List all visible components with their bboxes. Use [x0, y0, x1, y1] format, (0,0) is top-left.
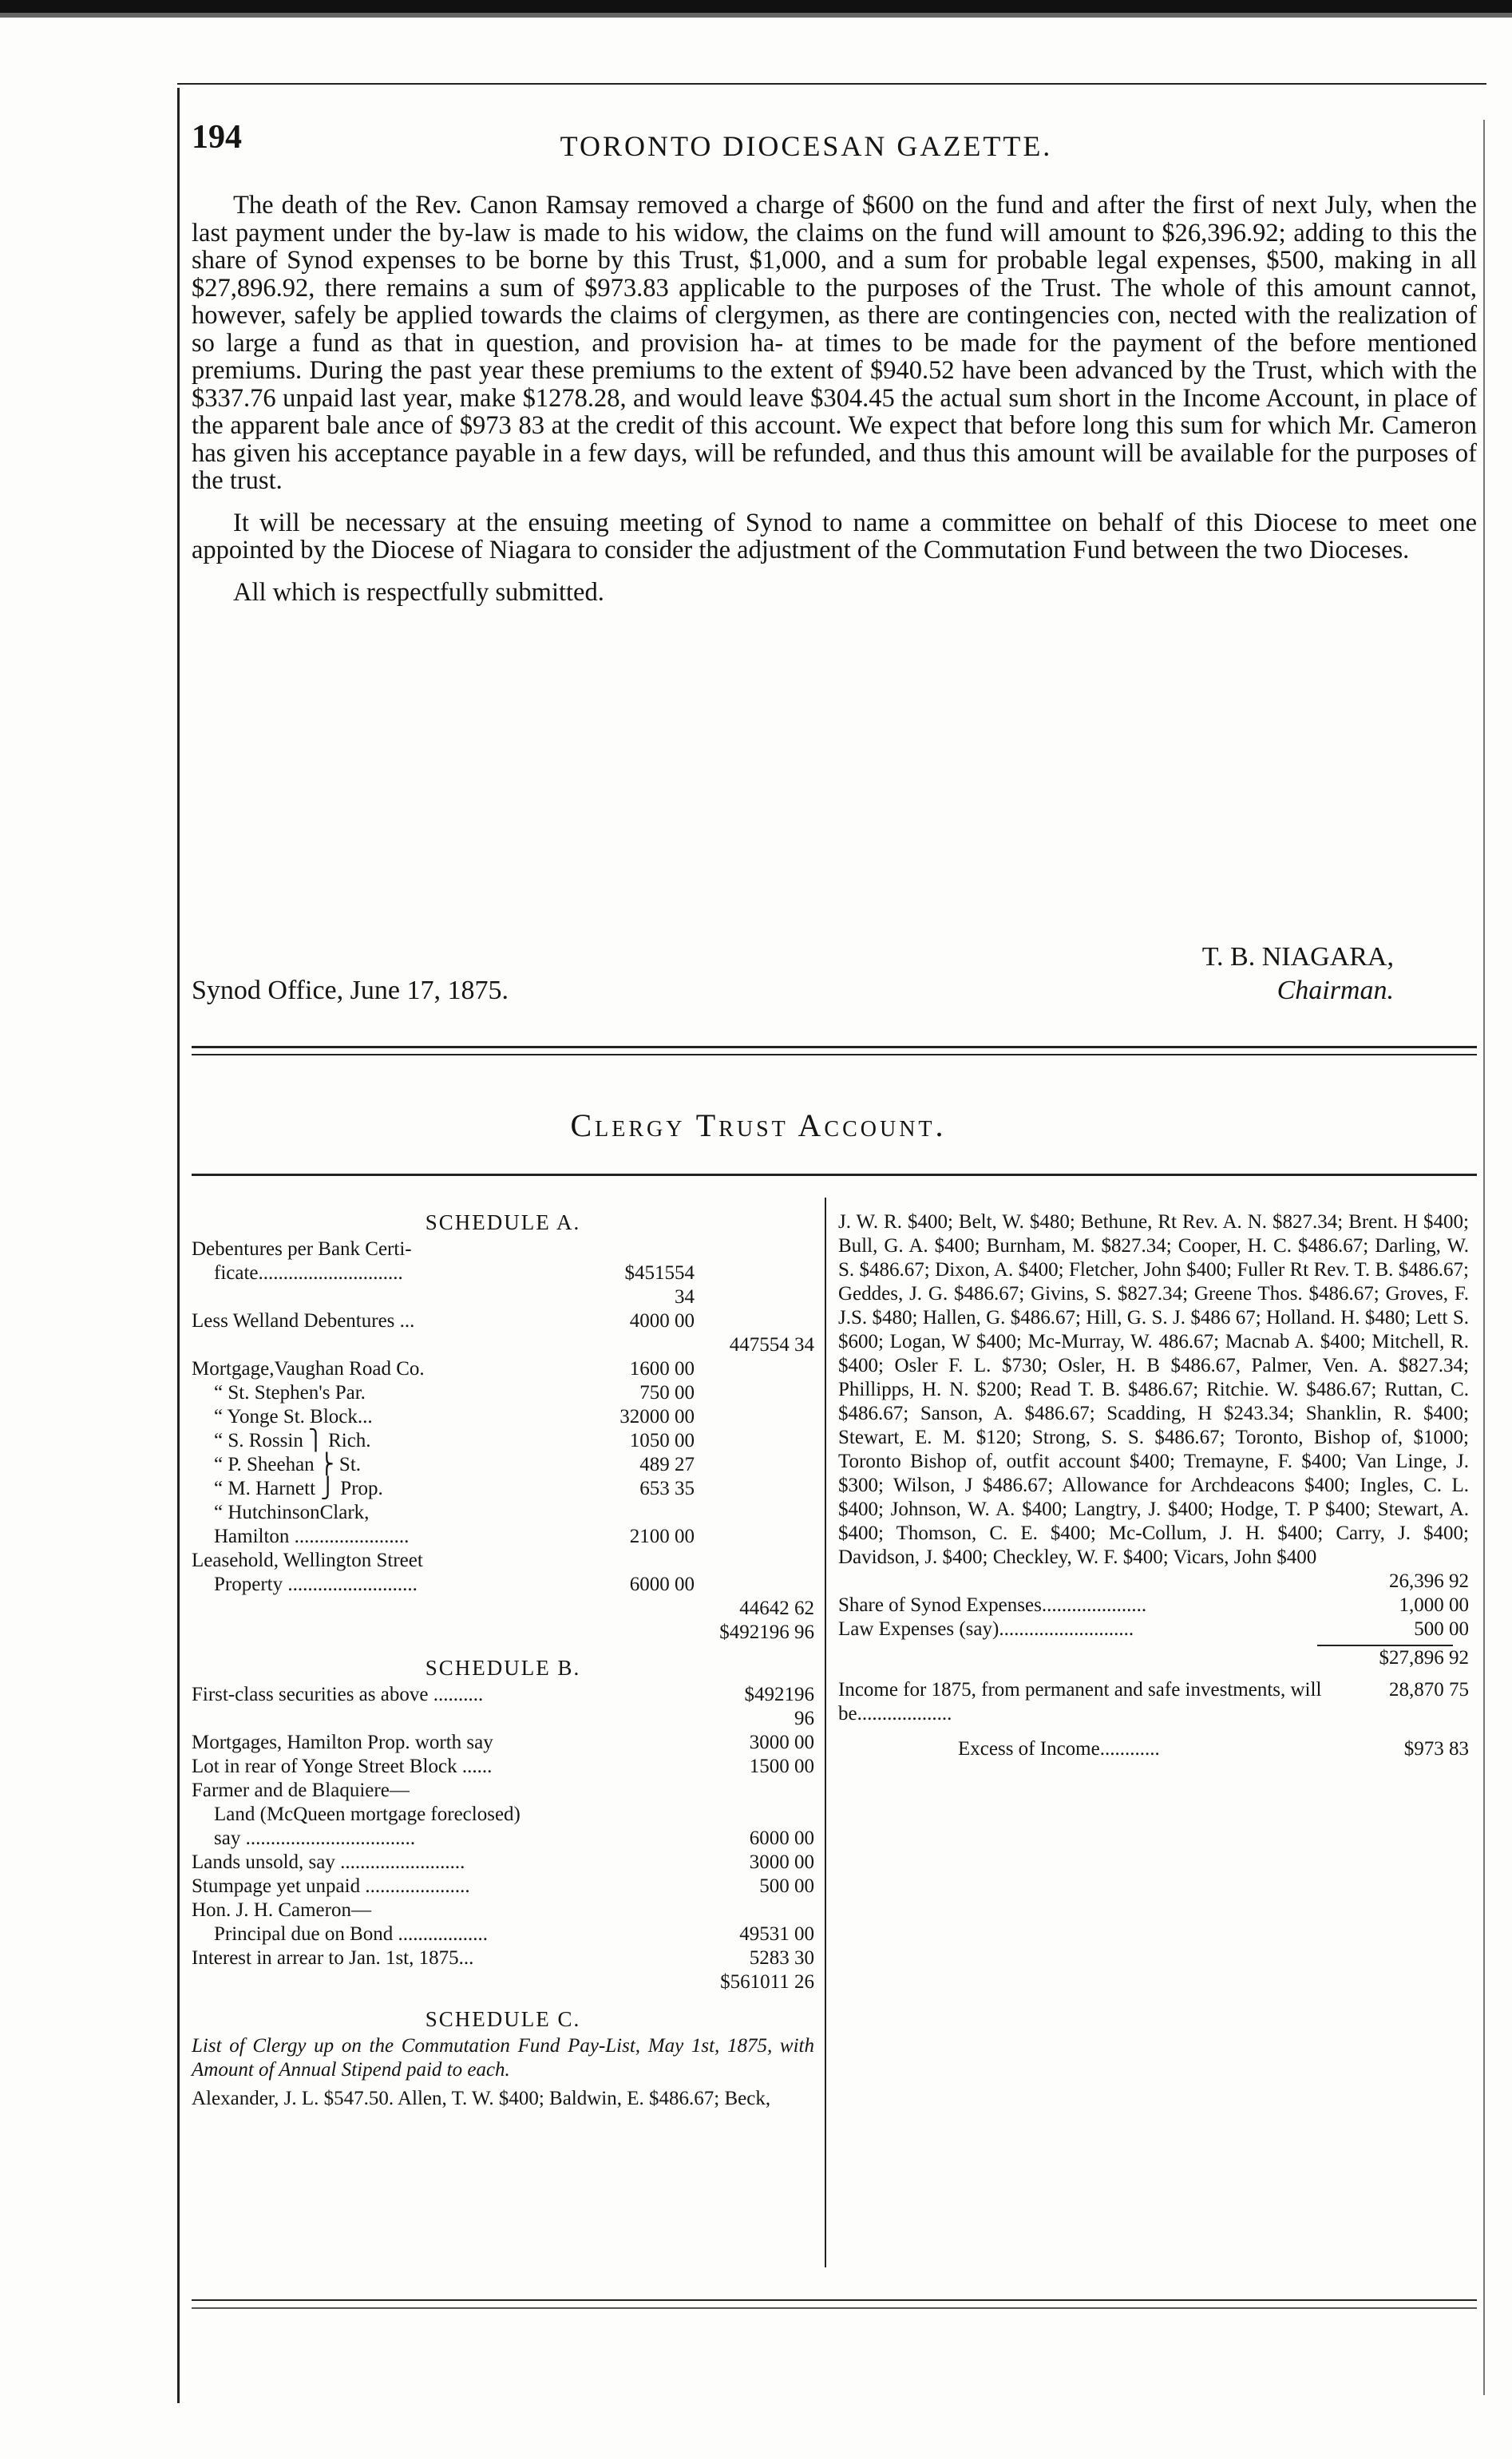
schedule-c-title: SCHEDULE C. [425, 2007, 581, 2031]
clergy-total: 26,396 92 [1389, 1570, 1469, 1592]
scan-top-edge [0, 0, 1512, 13]
column-divider [825, 1198, 826, 2267]
schedule-a-row [192, 1477, 814, 1501]
law-expenses-label: Law Expenses (say)........................... [838, 1618, 1134, 1640]
schedule-b-row [192, 1731, 814, 1755]
income-label: Income for 1875, from permanent and safe investments, will be................... [838, 1679, 1322, 1724]
row-label: “ HutchinsonClark, [214, 1502, 370, 1523]
paragraph-committee: It will be necessary at the ensuing meeting of Synod to name a committee on behalf of this Diocese to meet one appointed by the Diocese of Niagara to consider the adjustment of the Commutation Fund between the two Dioceses. [192, 508, 1477, 564]
row-amount: $451554 34 [624, 1262, 695, 1308]
row-amount: 489 27 [639, 1454, 695, 1475]
schedule-a-table [192, 1237, 814, 1645]
row-amount: 3000 00 [749, 1732, 814, 1753]
income-amount: 28,870 75 [1389, 1679, 1469, 1701]
row-label: “ Yonge St. Block... [214, 1406, 373, 1427]
bottom-rule [192, 2299, 1477, 2301]
row-label: “ St. Stephen's Par. [214, 1382, 366, 1404]
place-date: Synod Office, June 17, 1875. [192, 976, 509, 1005]
schedule-b-row [192, 1875, 814, 1899]
row-label: Hon. J. H. Cameron— [192, 1899, 371, 1921]
schedule-b-row [192, 1779, 814, 1803]
schedule-a-row [192, 1357, 814, 1381]
excess-row [838, 1737, 1469, 1761]
schedule-a-row [192, 1237, 814, 1261]
row-amount: $561011 26 [720, 1971, 814, 1993]
row-label: Principal due on Bond .................. [214, 1923, 489, 1945]
schedule-a-row [192, 1501, 814, 1525]
schedule-b-row [192, 1970, 814, 1994]
synod-expenses-amount: 1,000 00 [1399, 1594, 1469, 1616]
row-subtotal: $492196 96 [719, 1622, 814, 1643]
schedule-b-row [192, 1851, 814, 1875]
excess-amount: $973 83 [1403, 1738, 1469, 1760]
schedule-b-title: SCHEDULE B. [425, 1656, 581, 1680]
clergy-stipend-list: J. W. R. $400; Belt, W. $480; Bethune, Rt Rev. A. N. $827.34; Brent. H $400; Bull, G. A. $400; Burnham, M. $827.34; Cooper, H. C. $486.67; Darling, W. S. $486.67; Dixon, A. $400; Fletcher, John $400; Fuller Rt Rev. T. B. $486.67; Geddes, J. G. $486.67; Givins, S. $827.34; Greene Thos. $486.67; Groves, F. J.S. $480; Hallen, G. $486.67; Hill, G. S. J. $486 67; Holland. H. $480; Lett S. $600; Logan, W $400; Mc-Murray, W. 486.67; Macnab A. $400; Mitchell, R. $400; Osler F. L. $730; Osler, H. B $486.67, Palmer, Ven. A. $827.34; Phillipps, H. N. $200; Read T. B. $486.67; Ritchie. W. $486.67; Ruttan, C. $486.67; Sanson, A. $486.67; Scadding, H $243.34; Shanklin, R. $400; Stewart, E. M. $120; Strong, S. S. $486.67; Toronto, Bishop of, $1000; Toronto Bishop of, outfit account $400; Tremayne, F. $400; Van Linge, J. $300; Wilson, J $486.67; Allowance for Archdeacons $400; Ingles, C. L. $400; Johnson, W. A. $400; Langtry, J. $400; Hodge, T. P $400; Stewart, A. $400; Thomson, C. E. $400; Mc-Collum, J. H. $400; Carry, J. $400; Davidson, J. $400; Checkley, W. F. $400; Vicars, John $400 [838, 1211, 1469, 1568]
row-amount: 6000 00 [749, 1827, 814, 1849]
synod-expenses-row [838, 1594, 1469, 1618]
page-number: 194 [192, 119, 242, 156]
top-rule [177, 83, 1486, 85]
row-amount: 1050 00 [629, 1430, 695, 1451]
left-column [192, 1210, 814, 2111]
row-amount: $492196 96 [744, 1684, 814, 1729]
schedule-a-row [192, 1549, 814, 1573]
income-row [838, 1678, 1469, 1726]
schedule-b-table [192, 1683, 814, 1994]
paragraph-submitted: All which is respectfully submitted. [233, 577, 604, 607]
schedule-b-row [192, 1803, 814, 1827]
row-label: “ M. Harnett ⎭ Prop. [214, 1478, 383, 1499]
clergy-total-row [838, 1570, 1469, 1594]
schedule-a-row [192, 1525, 814, 1549]
schedule-a-row [192, 1381, 814, 1405]
law-expenses-row [838, 1618, 1469, 1641]
row-label: Property .......................... [214, 1574, 418, 1595]
row-label: Land (McQueen mortgage foreclosed) [214, 1804, 520, 1825]
schedule-c-intro: List of Clergy up on the Commutation Fund Pay-List, May 1st, 1875, with Amount of Annual Stipend paid to each. [192, 2035, 814, 2081]
signatory-name: T. B. NIAGARA, [1201, 942, 1394, 972]
section-title: Clergy Trust Account. [570, 1107, 947, 1143]
row-label: First-class securities as above .......... [192, 1684, 484, 1705]
schedule-b-row [192, 1755, 814, 1779]
row-label: Farmer and de Blaquiere— [192, 1780, 410, 1801]
row-subtotal: 447554 34 [729, 1334, 814, 1356]
synod-expenses-label: Share of Synod Expenses..................... [838, 1594, 1147, 1616]
row-amount: 750 00 [639, 1382, 695, 1404]
excess-label: Excess of Income............ [958, 1738, 1160, 1760]
row-amount: 653 35 [639, 1478, 695, 1499]
row-label: Mortgages, Hamilton Prop. worth say [192, 1732, 493, 1753]
row-amount: 32000 00 [619, 1406, 695, 1427]
right-margin-rule [1483, 120, 1485, 2395]
schedule-b-row [192, 1899, 814, 1922]
signatory-role: Chairman. [1276, 976, 1394, 1005]
left-margin-rule [177, 88, 180, 2403]
row-amount: 1500 00 [749, 1756, 814, 1777]
row-label: Stumpage yet unpaid ..................... [192, 1875, 470, 1897]
row-label: Hamilton ....................... [214, 1526, 410, 1547]
schedule-b-row [192, 1827, 814, 1851]
row-label: Interest in arrear to Jan. 1st, 1875... [192, 1947, 474, 1969]
section-double-rule-top [192, 1046, 1477, 1048]
running-title: TORONTO DIOCESAN GAZETTE. [560, 130, 1053, 162]
row-label: Debentures per Bank Certi- [192, 1238, 412, 1260]
row-amount: 4000 00 [629, 1310, 695, 1332]
row-label: Lands unsold, say ......................... [192, 1851, 465, 1873]
schedule-a-row [192, 1405, 814, 1429]
row-amount: 6000 00 [629, 1574, 695, 1595]
row-amount: 2100 00 [629, 1526, 695, 1547]
schedule-a-row [192, 1309, 814, 1333]
section-double-rule-bottom [192, 1054, 1477, 1055]
row-label: ficate............................. [214, 1262, 403, 1284]
grand-total: $27,896 92 [1379, 1647, 1469, 1669]
schedule-a-title: SCHEDULE A. [425, 1210, 581, 1234]
schedule-c-list-start: Alexander, J. L. $547.50. Allen, T. W. $400; Baldwin, E. $486.67; Beck, [192, 2088, 771, 2109]
schedule-a-row [192, 1333, 814, 1357]
schedule-a-row [192, 1573, 814, 1597]
scan-top-shadow [0, 13, 1512, 18]
law-expenses-amount: 500 00 [1414, 1618, 1469, 1640]
row-amount: 5283 30 [749, 1947, 814, 1969]
right-column [838, 1210, 1469, 1761]
schedule-b-row [192, 1683, 814, 1731]
row-amount: 500 00 [759, 1875, 814, 1897]
title-underline [192, 1174, 1477, 1176]
row-label: Mortgage,Vaughan Road Co. [192, 1358, 425, 1380]
row-amount: 49531 00 [739, 1923, 814, 1945]
schedule-b-row [192, 1946, 814, 1970]
schedule-a-row [192, 1429, 814, 1453]
row-label: Lot in rear of Yonge Street Block ...... [192, 1756, 493, 1777]
row-label: “ P. Sheehan ⎬ St. [214, 1454, 362, 1475]
row-label: Less Welland Debentures ... [192, 1310, 415, 1332]
row-label: “ S. Rossin ⎫ Rich. [214, 1430, 371, 1451]
report-body [192, 192, 1477, 620]
schedule-a-row [192, 1597, 814, 1621]
row-amount: 3000 00 [749, 1851, 814, 1873]
schedule-a-row [192, 1261, 814, 1309]
schedule-b-row [192, 1922, 814, 1946]
bottom-rule-2 [192, 2307, 1477, 2309]
row-subtotal: 44642 62 [739, 1598, 814, 1619]
row-amount: 1600 00 [629, 1358, 695, 1380]
row-label: Leasehold, Wellington Street [192, 1550, 423, 1571]
paragraph-ramsay: The death of the Rev. Canon Ramsay removed a charge of $600 on the fund and after the first of next July, when the last payment under the by-law is made to his widow, the claims on the fund will amount to $26,396.92; adding to this the share of Synod expenses to be borne by this Trust, $1,000, and a sum for probable legal expenses, $500, making in all $27,896.92, there remains a sum of $973.83 applicable to the purposes of the Trust. The whole of this amount cannot, however, safely be applied towards the claims of clergymen, as there are contingencies con, nected with the realization of so large a fund as that in question, and provision ha- at times to be made for the payment of the before mentioned premiums. During the past year these premiums to the extent of $940.52 have been advanced by the Trust, which with the $337.76 unpaid last year, make $1278.28, and would leave $304.45 the actual sum short in the Income Account, in place of the apparent bale ance of $973 83 at the credit of this account. We expect that before long this sum for which Mr. Cameron has given his acceptance payable in a few days, will be refunded, and thus this amount will be available for the purposes of the trust. [192, 191, 1477, 495]
grand-total-row [838, 1646, 1469, 1670]
schedule-a-row [192, 1621, 814, 1645]
schedule-a-row [192, 1453, 814, 1477]
row-label: say .................................. [214, 1827, 416, 1849]
